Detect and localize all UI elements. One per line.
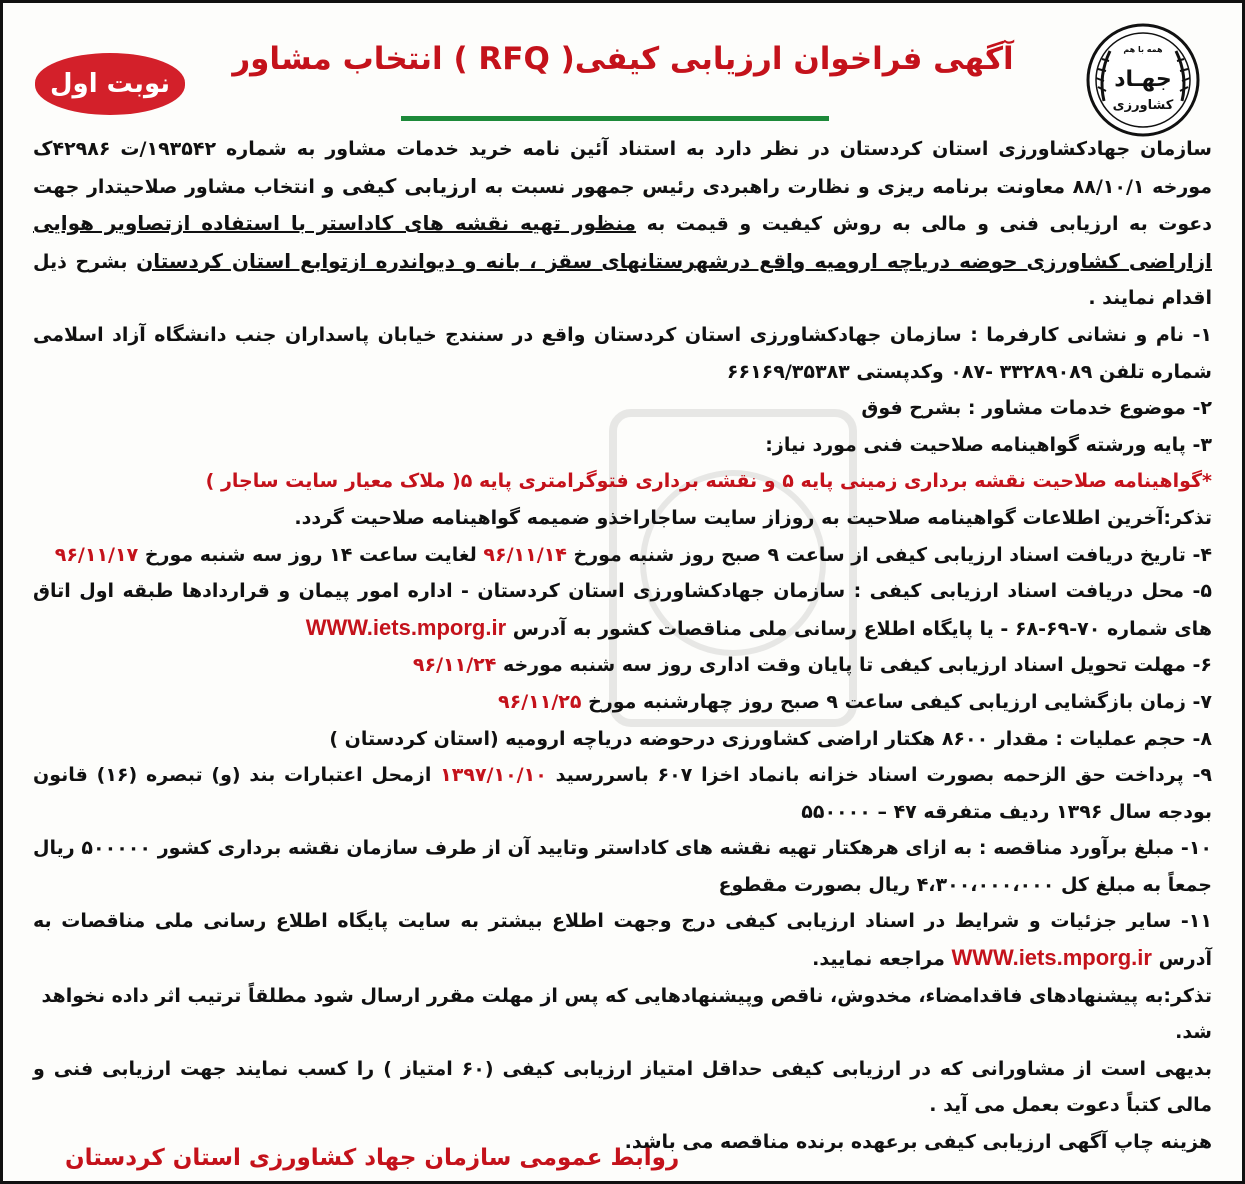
item-11-details — [33, 903, 1212, 977]
advertisement-body — [33, 131, 1212, 1161]
note-certificate: تذکر:آخرین اطلاعات گواهینامه صلاحیت به روزاز سایت ساجاراخذو ضمیمه گواهینامه صلاحیت گردد. — [294, 506, 1212, 529]
item-11-website-link[interactable]: WWW.iets.mporg.ir — [951, 945, 1152, 971]
item-4-label: ۴- تاریخ دریافت اسناد ارزیابی کیفی — [875, 543, 1212, 566]
note-rejection: تذکر:به پیشنهادهای فاقدامضاء، مخدوش، ناقص وپیشنهادهایی که پس از مهلت مقرر ارسال شود مطلقاً ترتیب اثر داده نخواهد شد. — [41, 984, 1212, 1044]
logo-main-text: جهـاد — [1114, 67, 1172, 92]
item-7-time: ساعت ۹ صبح روز چهارشنبه مورخ — [588, 690, 904, 713]
item-4-document-dates — [33, 537, 1212, 574]
item-9-text-2: ازمحل اعتبارات بند (و) تبصره (۱۶) قانون بودجه سال ۱۳۹۶ ردیف متفرقه ۴۷ – ۵۵۰۰۰۰ — [33, 764, 1212, 823]
item-6-deadline — [33, 647, 1212, 684]
intro-highlight-quality: ارزیابی کیفی — [341, 173, 477, 198]
item-11-refer: مراجعه نمایید. — [812, 948, 945, 971]
intro-project-subject: منظور تهیه نقشه های کاداستر با استفاده ازتصاویر هوایی ازاراضی کشاورزی حوضه دریاچه ارومیه واقع درشهرستانهای سقز ، بانه و دیواندره ازتوابع استان کردستان — [33, 211, 1212, 273]
item-6-label: ۶- مهلت تحویل اسناد ارزیابی کیفی — [879, 654, 1212, 677]
first-round-badge: نوبت اول — [35, 53, 185, 115]
item-1-employer: ۱- نام و نشانی کارفرما : سازمان جهادکشاورزی استان کردستان واقع در سنندج خیابان پاسداران جنب دانشگاه آزاد اسلامی شماره تلفن ۳۳۲۸۹۰۸۹ -۰۸۷ وکدپستی ۶۶۱۶۹/۳۵۳۸۳ — [33, 323, 1212, 383]
intro-paragraph — [33, 131, 1212, 317]
item-7-label: ۷- زمان بازگشایی ارزیابی کیفی — [910, 690, 1212, 713]
intro-text-3: بشرح ذیل اقدام نمایند . — [33, 250, 1212, 310]
item-11-text: ۱۱- سایر جزئیات و شرایط در اسناد ارزیابی کیفی درج وجهت اطلاع بیشتر به سایت پایگاه اطلاع رسانی ملی مناقصات به آدرس — [33, 910, 1212, 971]
item-5-text: ۵- محل دریافت اسناد ارزیابی کیفی : سازمان جهادکشاورزی استان کردستان - اداره امور پیمان و قراردادها طبقه اول اتاق های شماره ۷۰-۶۹-۶۸ - یا پایگاه اطلاع رسانی ملی مناقصات کشور به آدرس — [33, 580, 1212, 640]
item-9-maturity-date: ۱۳۹۷/۱۰/۱۰ — [440, 764, 547, 787]
intro-text-1: سازمان جهادکشاورزی استان کردستان در نظر دارد به استناد آئین نامه خرید خدمات مشاور به شماره ۱۹۳۵۴۲/ت ۴۲۹۸۶ک مورخه ۸۸/۱۰/۱ معاونت برنامه ریزی و نظارت راهبردی رئیس جمهور نسبت به — [33, 138, 1212, 198]
page-title: آگهی فراخوان ارزیابی کیفی( RFQ ) انتخاب مشاور — [232, 41, 1014, 77]
intro-text-2: و انتخاب مشاور صلاحیتدار جهت دعوت به ارزیابی فنی و مالی به روش کیفیت و قیمت به — [33, 175, 1212, 236]
jahad-keshavarzi-logo — [1084, 21, 1202, 139]
item-6-date: ۹۶/۱۱/۲۴ — [412, 654, 497, 677]
item-6-time: تا پایان وقت اداری روز سه شنبه مورخه — [502, 654, 874, 677]
item-4-end-date: ۹۶/۱۱/۱۷ — [54, 543, 139, 566]
item-3-certificate-requirement: *گواهینامه صلاحیت نقشه برداری زمینی پایه ۵ و نقشه برداری فتوگرامتری پایه ۵( ملاک معیار سایت ساجار ) — [205, 470, 1212, 493]
item-5-location — [33, 573, 1212, 647]
invitation-paragraph: بدیهی است از مشاورانی که در ارزیابی کیفی حداقل امتیاز ارزیابی کیفی (۶۰ امتیاز ) را کسب نمایند جهت ارزیابی فنی و مالی کتباً دعوت بعمل می آید . — [33, 1057, 1212, 1117]
item-4-start-date: ۹۶/۱۱/۱۴ — [483, 543, 567, 566]
title-divider — [401, 116, 829, 121]
item-10-estimate: ۱۰- مبلغ برآورد مناقصه : به ازای هرهکتار تهیه نقشه های کاداستر وتایید آن از طرف سازمان نقشه برداری کشور ۵۰۰۰۰۰ ریال جمعاً به مبلغ کل ۴،۳۰۰،۰۰۰،۰۰۰ ریال بصورت مقطوع — [33, 837, 1213, 896]
item-4-start-time: از ساعت ۹ صبح روز شنبه مورخ — [573, 543, 869, 566]
item-7-date: ۹۶/۱۱/۲۵ — [498, 690, 582, 713]
item-9-payment — [33, 757, 1212, 830]
logo-top-text: همه با هم — [1123, 45, 1163, 54]
public-relations-signature: روابط عمومی سازمان جهاد کشاورزی استان کردستان — [65, 1145, 680, 1171]
item-7-opening — [33, 684, 1212, 721]
item-4-end-time: لغایت ساعت ۱۴ روز سه شنبه مورخ — [144, 543, 477, 566]
item-8-volume: ۸- حجم عملیات : مقدار ۸۶۰۰ هکتار اراضی کشاورزی درحوضه دریاچه ارومیه (استان کردستان ) — [329, 727, 1212, 750]
item-9-text-1: ۹- پرداخت حق الزحمه بصورت اسناد خزانه بانماد اخزا ۶۰۷ باسررسید — [555, 764, 1213, 787]
item-3-certificate: ۳- پایه ورشته گواهینامه صلاحیت فنی مورد نیاز: — [765, 433, 1212, 456]
print-cost-paragraph: هزینه چاپ آگهی ارزیابی کیفی برعهده برنده مناقصه می باشد. — [624, 1131, 1212, 1154]
item-5-website-link[interactable]: WWW.iets.mporg.ir — [305, 614, 507, 640]
item-2-subject: ۲- موضوع خدمات مشاور : بشرح فوق — [861, 397, 1212, 420]
logo-sub-text: کشاورزی — [1112, 98, 1174, 113]
